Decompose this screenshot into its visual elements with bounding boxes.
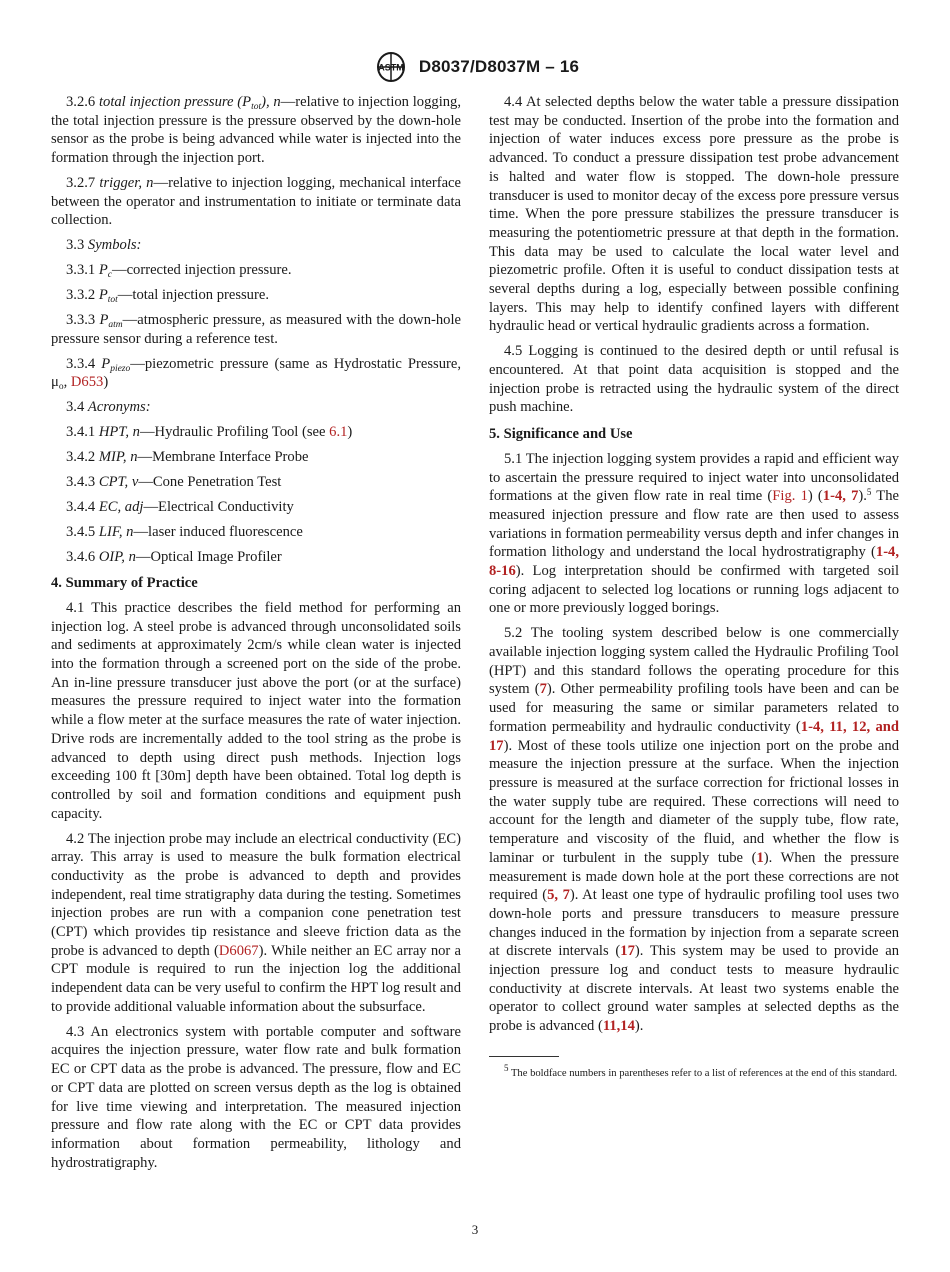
paragraph-3-4-4: 3.4.4 EC, adj—Electrical Conductivity (66, 498, 294, 515)
paragraph-5-1: 5.1 The injection logging system provides a rapid and efficient way to ascertain the pressure required to inject water into unconsolidated formations at the given flow rate in real time (Fig. 1) (1-4, 7).$^5$ The measured injection pressure and flow rate are then used to assess variations in formation permeability versus depth and infer changes in formation lithology and understand the local hydrostratigraphy (1-4, 8-16). Log interpretation should be confirmed with targeted soil coring adjacent to selected log locations or running logs adjacent to one or more previously logged borings. (489, 450, 899, 617)
ref-link-citation[interactable]: 1-4, 7 (822, 488, 859, 505)
paragraph-4-2: 4.2 The injection probe may include an electrical conductivity (EC) array. This array is used to measure the bulk formation electrical conductivity as the probe is advanced to depth and provides independent, real time stratigraphy data during the testing. Sometimes injection probes are run with a companion cone penetration test (CPT) which provides tip resistance and sleeve friction data as the probe is advanced to depth (D6067). While neither an EC array nor a CPT module is required to run the injection log the additional independent data can be very useful to confirm the HPT log result and to provide additional valuable information about the subsurface. (51, 830, 461, 1015)
section-heading-4: 4. Summary of Practice (51, 575, 198, 592)
svg-text:ASTM: ASTM (378, 62, 404, 73)
ref-link-d653[interactable]: D653 (70, 374, 104, 391)
ref-link-fig-1[interactable]: Fig. 1 (772, 488, 808, 505)
paragraph-3-3-1: 3.3.1 $P_c—corrected$ injection pressure. (66, 262, 292, 281)
ref-link-citation[interactable]: 5, 7 (547, 887, 570, 904)
paragraph-3-4: 3.4 Acronyms: (66, 399, 151, 416)
ref-link-citation[interactable]: 7 (539, 681, 547, 698)
paragraph-3-4-2: 3.4.2 MIP, n—Membrane Interface Probe (66, 448, 309, 465)
paragraph-3-4-1: 3.4.1 HPT, n—Hydraulic Profiling Tool (see 6.1) (66, 424, 353, 441)
paragraph-3-4-5: 3.4.5 LIF, n—laser induced fluorescence (66, 523, 303, 540)
paragraph-5-2: 5.2 The tooling system described below is one commercially available injection logging system called the Hydraulic Profiling Tool (HPT) and this standard follows the operating procedure for this system (7). Other permeability profiling tools have been and can be used for measuring the same or similar parameters related to formation permeability and hydraulic conductivity (1-4, 11, 12, and 17). Most of these tools utilize one injection port on the probe and measure the injection pressure at the surface. When the injection pressure is measured at the surface correction for frictional losses in the water supply tube are required. These corrections will need to account for the length and diameter of the supply tube, flow rate, temperature and viscosity of the fluid, and whether the flow is laminar or turbulent in the supply tube (1). When the pressure measurement is made down hole at the port these corrections are not required (5, 7). At least one type of hydraulic profiling tool uses two down-hole ports and pressure transducers to measure pressure changes induced in the formation by injection from a separate screen at discrete intervals (17). This system may be used to provide an injection pressure log and conduct tests to measure hydraulic conductivity at discrete intervals. At least two systems enable the operator to collect ground water samples at selected depths as the probe is advanced (11,14). (489, 625, 900, 1035)
paragraph-3-2-7: 3.2.7 trigger, n—relative to injection logging, mechanical interface between the operator and instrumentation to initiate or terminate data collection. (51, 175, 461, 229)
paragraph-4-5: 4.5 Logging is continued to the desired depth or until refusal is encountered. At that point data acquisition is stopped and the injection probe is retracted using the hydraulic system of the direct push machine. (489, 343, 899, 416)
paragraph-3-4-6: 3.4.6 OIP, n—Optical Image Profiler (66, 548, 282, 565)
footnote-marker[interactable]: 5 (866, 487, 872, 498)
ref-link-citation[interactable]: 11,14 (602, 1018, 635, 1035)
paragraph-4-3: 4.3 An electronics system with portable computer and software acquires the injection pressure, water flow rate and bulk formation EC or CPT data as the probe is advanced. The pressure, flow and EC or CPT data are plotted on screen versus depth as the log is obtained for live time viewing and interpretation. The measured injection pressure and flow rate along with the EC or CPT data provides information about formation permeability, lithology and hydrostratigraphy. (51, 1023, 461, 1171)
ref-link-6-1[interactable]: 6.1 (329, 424, 348, 441)
ref-link-citation[interactable]: 17 (620, 943, 635, 960)
paragraph-3-2-6: 3.2.6 total injection pressure $(P_{tot})$, n—relative to injection logging, the total injection pressure is the pressure observed by the down-hole sensor as the probe is being advanced while water is injected into the formation through the injection port. (51, 94, 461, 167)
astm-logo-icon (371, 51, 411, 83)
paragraph-3-3-2: 3.3.2 $P_{tot}—total$ injection pressure. (66, 287, 269, 306)
ref-link-citation[interactable]: 1 (756, 849, 764, 866)
ref-link-citation[interactable]: 1-4, 8-16 (489, 544, 899, 580)
footnote-divider (489, 1056, 559, 1057)
ref-link-d6067[interactable]: D6067 (218, 942, 259, 959)
paragraph-3-3: 3.3 Symbols: (66, 237, 142, 254)
footnote-5: $^5$ The boldface numbers in parentheses refer to a list of references at the end of this standard. (504, 1062, 898, 1079)
page-header (0, 50, 950, 84)
paragraph-3-3-3: 3.3.3 $P_{atm}—atmospheric$ pressure, as measured with the down-hole pressure sensor during a reference test. (51, 311, 461, 347)
paragraph-3-4-3: 3.4.3 CPT, v—Cone Penetration Test (66, 473, 282, 490)
right-column (489, 93, 899, 1087)
paragraph-4-1: 4.1 This practice describes the field method for performing an injection log. A steel probe is advanced through unconsolidated soils and sediments at approximately 2cm/s while clean water is injected into the formation through a screened port on the side of the probe. An in-line pressure transducer just above the port (or at the surface) measures the pressure required to inject water into the formation while a flow meter at the surface measures the rate of water injection. Drive rods are incrementally added to the tool string as the probe is advanced to depth using direct push methods. Injection logs exceeding 100 ft [30m] depth have been obtained. Total log depth is controlled by soil and formation conditions and equipment push capacity. (51, 599, 461, 822)
paragraph-4-4: 4.4 At selected depths below the water table a pressure dissipation test may be conducted. Insertion of the probe into the formation and injection of water induces excess pore pressure as the probe is advanced. To conduct a pressure dissipation test probe advancement is halted and water flow is stopped. The down-hole pressure transducer is used to monitor decay of the excess pore pressure versus time. When the pore pressure stabilizes the pressure transducer is measuring the potentiometric pressure at that depth in the formation. This data may be used to calculate the local water level and piezometric profile. Often it is useful to conduct dissipation tests at several depths during a log, especially between possible confining layers. This may help to identify confined layers with different hydraulic head or vertical hydraulic gradients across a formation. (489, 94, 899, 335)
paragraph-3-3-4: 3.3.4 $P_{piezo}—piezometric$ pressure (same as Hydrostatic Pressure, $\mu_o$, D653) (51, 355, 461, 393)
ref-link-citation[interactable]: 1-4, 11, 12, and 17 (489, 718, 899, 754)
left-column (51, 93, 461, 1179)
section-heading-5: 5. Significance and Use (489, 426, 633, 443)
document-id: D8037/D8037M – 16 (418, 57, 580, 76)
page-number: 3 (471, 1222, 479, 1237)
